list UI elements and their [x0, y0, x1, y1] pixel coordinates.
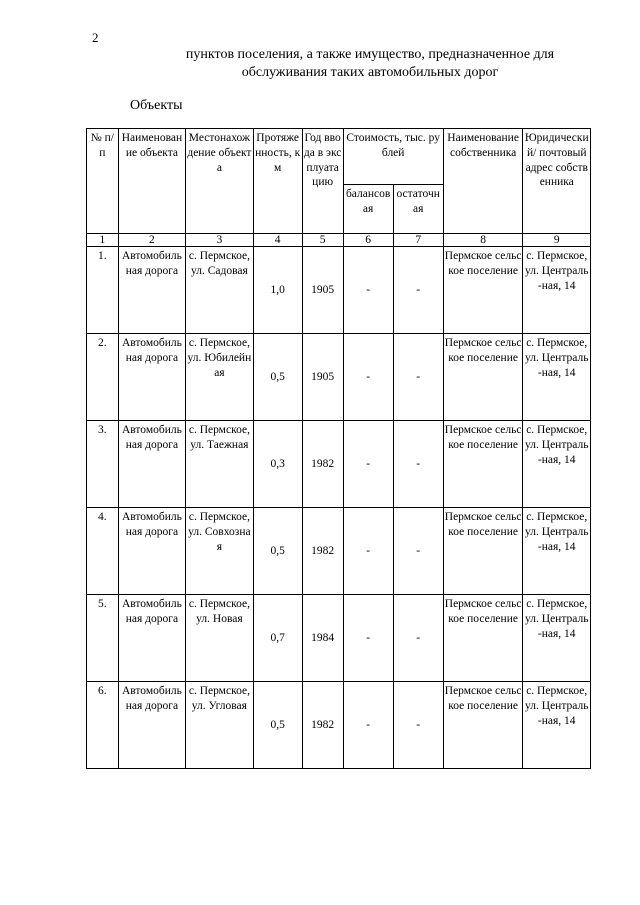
cell-balance: - [343, 247, 393, 334]
cell-residual: - [393, 247, 443, 334]
header-address: Юридический/ почтовый адрес собственника [523, 129, 591, 234]
cell-location: с. Пермское, ул. Совхозная [186, 508, 253, 595]
header-row [87, 129, 591, 185]
cell-owner: Пермское сельское поселение [443, 334, 523, 421]
cell-residual: - [393, 334, 443, 421]
column-number: 5 [302, 234, 343, 247]
cell-balance: - [343, 682, 393, 769]
cell-location: с. Пермское, ул. Юбилейная [186, 334, 253, 421]
table-body [87, 129, 591, 769]
section-title: Объекты [130, 98, 183, 113]
cell-location: с. Пермское, ул. Угловая [186, 682, 253, 769]
header-year: Год ввода в эксплуатацию [302, 129, 343, 234]
cell-year: 1905 [302, 334, 343, 421]
header-location: Местонахождение объекта [186, 129, 253, 234]
table-row [87, 508, 591, 595]
cell-no: 5. [87, 595, 119, 682]
cell-address: с. Пермское, ул. Централь-ная, 14 [523, 334, 591, 421]
cell-balance: - [343, 334, 393, 421]
column-number: 2 [118, 234, 185, 247]
cell-residual: - [393, 682, 443, 769]
document-heading [150, 46, 590, 82]
heading-line-1: пунктов поселения, а также имущество, предназначенное для [185, 47, 555, 62]
column-number: 6 [343, 234, 393, 247]
cell-residual: - [393, 421, 443, 508]
cell-address: с. Пермское, ул. Централь-ная, 14 [523, 421, 591, 508]
header-owner: Наименование собственника [443, 129, 523, 234]
cell-name: Автомобильная дорога [118, 334, 185, 421]
header-cost: Стоимость, тыс. рублей [343, 129, 443, 185]
cell-no: 1. [87, 247, 119, 334]
cell-balance: - [343, 595, 393, 682]
header-no: № п/п [87, 129, 119, 234]
cell-no: 6. [87, 682, 119, 769]
cell-year: 1984 [302, 595, 343, 682]
cell-name: Автомобильная дорога [118, 595, 185, 682]
cell-year: 1982 [302, 682, 343, 769]
cell-name: Автомобильная дорога [118, 508, 185, 595]
cell-address: с. Пермское, ул. Централь-ная, 14 [523, 247, 591, 334]
column-number: 3 [186, 234, 253, 247]
table-row [87, 595, 591, 682]
table-row [87, 247, 591, 334]
cell-location: с. Пермское, ул. Садовая [186, 247, 253, 334]
cell-owner: Пермское сельское поселение [443, 247, 523, 334]
cell-location: с. Пермское, ул. Таежная [186, 421, 253, 508]
header-residual: остаточная [393, 185, 443, 234]
cell-balance: - [343, 508, 393, 595]
cell-name: Автомобильная дорога [118, 682, 185, 769]
header-name: Наименование объекта [118, 129, 185, 234]
cell-year: 1982 [302, 508, 343, 595]
cell-year: 1905 [302, 247, 343, 334]
cell-residual: - [393, 508, 443, 595]
heading-line-2: обслуживания таких автомобильных дорог [241, 65, 499, 80]
column-number: 1 [87, 234, 119, 247]
objects-table [86, 128, 591, 769]
header-balance: балансовая [343, 185, 393, 234]
table-row [87, 421, 591, 508]
cell-owner: Пермское сельское поселение [443, 595, 523, 682]
cell-name: Автомобильная дорога [118, 247, 185, 334]
cell-length: 0,7 [253, 595, 302, 682]
table-row [87, 682, 591, 769]
cell-length: 0,5 [253, 508, 302, 595]
cell-length: 1,0 [253, 247, 302, 334]
column-numbers-row [87, 234, 591, 247]
page-number: 2 [92, 30, 99, 45]
cell-no: 3. [87, 421, 119, 508]
column-number: 4 [253, 234, 302, 247]
cell-length: 0,3 [253, 421, 302, 508]
cell-address: с. Пермское, ул. Централь-ная, 14 [523, 595, 591, 682]
cell-length: 0,5 [253, 682, 302, 769]
column-number: 9 [523, 234, 591, 247]
cell-owner: Пермское сельское поселение [443, 682, 523, 769]
cell-no: 2. [87, 334, 119, 421]
cell-balance: - [343, 421, 393, 508]
cell-length: 0,5 [253, 334, 302, 421]
header-length: Протяженность, км [253, 129, 302, 234]
cell-owner: Пермское сельское поселение [443, 421, 523, 508]
cell-location: с. Пермское, ул. Новая [186, 595, 253, 682]
cell-address: с. Пермское, ул. Централь-ная, 14 [523, 508, 591, 595]
column-number: 7 [393, 234, 443, 247]
cell-year: 1982 [302, 421, 343, 508]
cell-owner: Пермское сельское поселение [443, 508, 523, 595]
cell-no: 4. [87, 508, 119, 595]
column-number: 8 [443, 234, 523, 247]
table-row [87, 334, 591, 421]
cell-name: Автомобильная дорога [118, 421, 185, 508]
cell-address: с. Пермское, ул. Централь-ная, 14 [523, 682, 591, 769]
cell-residual: - [393, 595, 443, 682]
